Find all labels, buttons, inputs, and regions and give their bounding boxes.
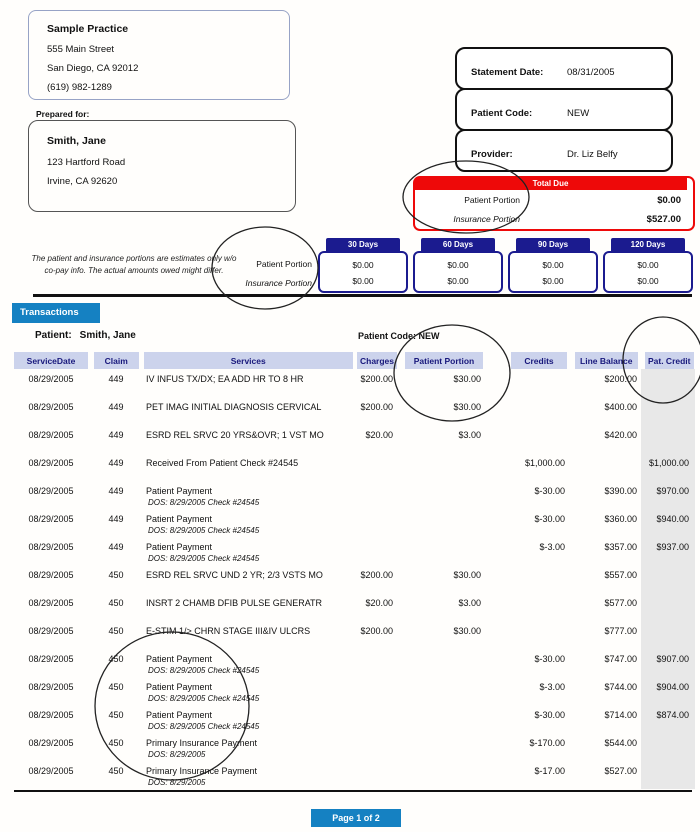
claim-cell: 449 [108, 514, 124, 524]
service-detail: DOS: 8/29/2005 Check #24545 [148, 526, 260, 535]
page-indicator-button[interactable]: Page 1 of 2 [311, 809, 401, 827]
services-cell [141, 509, 355, 537]
claim-cell: 450 [108, 738, 124, 748]
charges-cell: $200.00 [360, 402, 393, 412]
patient-portion-cell: $30.00 [453, 374, 481, 384]
line-balance-cell: $747.00 [604, 654, 637, 664]
aging-insurance-portion-label: Insurance Portion [245, 278, 312, 288]
service-description: Primary Insurance Payment [146, 766, 258, 776]
patient-portion-cell: $3.00 [458, 430, 481, 440]
patient-portion-cell [401, 481, 497, 509]
col-header-charges: Charges [355, 352, 401, 369]
charges-cell [355, 649, 401, 677]
aging-value: $0.00 [447, 260, 469, 270]
table-row [11, 425, 695, 453]
claim-cell: 450 [108, 710, 124, 720]
aging-value: $0.00 [352, 276, 374, 286]
service-detail: DOS: 8/29/2005 Check #24545 [148, 498, 260, 507]
practice-address-box [28, 10, 290, 100]
pat-credit-cell: $1,000.00 [641, 453, 695, 481]
provider-label: Provider: [471, 149, 513, 160]
patient-portion-cell: $30.00 [453, 570, 481, 580]
pat-credit-cell [641, 565, 695, 593]
table-row [11, 761, 695, 789]
services-cell [141, 369, 355, 397]
total-due-patient-row [415, 195, 693, 206]
pat-credit-cell: $874.00 [641, 705, 695, 733]
claim-cell: 449 [108, 430, 124, 440]
table-row [11, 593, 695, 621]
patient-portion-cell: $30.00 [453, 402, 481, 412]
services-cell [141, 677, 355, 705]
service-description: ESRD REL SRVC 20 YRS&OVR; 1 VST MO [146, 430, 324, 440]
aging-row-labels [150, 255, 312, 293]
services-cell [141, 481, 355, 509]
practice-address1: 555 Main Street [47, 44, 115, 55]
service-date-cell: 08/29/2005 [28, 486, 74, 496]
statement-date-box [455, 47, 673, 90]
line-balance-cell: $360.00 [604, 514, 637, 524]
total-due-patient-value: $0.00 [657, 195, 681, 206]
credits-cell [497, 397, 571, 425]
service-date-cell: 08/29/2005 [28, 570, 74, 580]
claim-cell: 450 [108, 766, 124, 776]
service-date-cell: 08/29/2005 [28, 514, 74, 524]
pat-credit-cell [641, 397, 695, 425]
service-detail: DOS: 8/29/2005 Check #24545 [148, 722, 260, 731]
aging-column-header: 120 Days [611, 238, 685, 251]
credits-cell: $-30.00 [534, 710, 565, 720]
charges-cell: $200.00 [360, 374, 393, 384]
services-cell [141, 397, 355, 425]
statement-info-boxes [455, 47, 673, 170]
service-description: Patient Payment [146, 654, 213, 664]
service-date-cell: 08/29/2005 [28, 374, 74, 384]
line-balance-cell: $420.00 [604, 430, 637, 440]
line-balance-cell [571, 453, 641, 481]
table-bottom-line [14, 790, 692, 792]
charges-cell [355, 509, 401, 537]
claim-cell: 450 [108, 682, 124, 692]
pat-credit-cell: $907.00 [641, 649, 695, 677]
practice-phone: (619) 982-1289 [47, 82, 112, 93]
table-row [11, 621, 695, 649]
credits-cell: $1,000.00 [524, 458, 565, 468]
service-description: INSRT 2 CHAMB DFIB PULSE GENERATR [146, 598, 323, 608]
service-date-cell: 08/29/2005 [28, 430, 74, 440]
claim-cell: 449 [108, 402, 124, 412]
charges-cell [355, 481, 401, 509]
total-due-insurance-label: Insurance Portion [453, 214, 520, 224]
service-description: PET IMAG INITIAL DIAGNOSIS CERVICAL [146, 402, 322, 412]
services-cell [141, 425, 355, 453]
aging-value: $0.00 [542, 260, 564, 270]
statement-date-value: 08/31/2005 [567, 67, 615, 78]
disclaimer-text: The patient and insurance portions are estimates only w/o co-pay info. The actual amounts owed might differ. [31, 254, 237, 275]
services-cell [141, 453, 355, 481]
aging-values [413, 251, 503, 293]
charges-cell [355, 705, 401, 733]
patient-portion-cell [401, 649, 497, 677]
credits-cell: $-170.00 [529, 738, 565, 748]
service-detail: DOS: 8/29/2005 [148, 778, 206, 787]
aging-value: $0.00 [352, 260, 374, 270]
claim-cell: 450 [108, 626, 124, 636]
credits-cell [497, 369, 571, 397]
aging-box-60-days [413, 238, 503, 293]
patient-name: Smith, Jane [47, 135, 106, 147]
prepared-for-label: Prepared for: [36, 109, 90, 119]
table-row [11, 453, 695, 481]
services-cell [141, 733, 355, 761]
patient-portion-cell [401, 453, 497, 481]
claim-cell: 450 [108, 570, 124, 580]
service-detail: DOS: 8/29/2005 Check #24545 [148, 554, 260, 563]
service-date-cell: 08/29/2005 [28, 682, 74, 692]
col-header-credits: Credits [497, 352, 571, 369]
col-header-pat-credit: Pat. Credit [641, 352, 695, 369]
table-row [11, 509, 695, 537]
credits-cell: $-3.00 [539, 682, 565, 692]
credits-cell: $-17.00 [534, 766, 565, 776]
line-balance-cell: $577.00 [604, 598, 637, 608]
claim-cell: 450 [108, 598, 124, 608]
service-description: E-STIM 1/> CHRN STAGE III&IV ULCRS [146, 626, 311, 636]
patient-portion-cell [401, 705, 497, 733]
aging-box-120-days [603, 238, 693, 293]
section-divider-line [33, 294, 692, 297]
charges-cell: $20.00 [365, 598, 393, 608]
credits-cell: $-30.00 [534, 486, 565, 496]
aging-value: $0.00 [542, 276, 564, 286]
transactions-table [8, 352, 696, 789]
credits-cell: $-30.00 [534, 514, 565, 524]
service-date-cell: 08/29/2005 [28, 402, 74, 412]
charges-cell [355, 453, 401, 481]
aging-patient-portion-label: Patient Portion [256, 259, 312, 269]
claim-cell: 449 [108, 458, 124, 468]
pat-credit-cell [641, 593, 695, 621]
pat-credit-cell: $970.00 [641, 481, 695, 509]
transactions-patient-code: Patient Code: NEW [358, 331, 440, 341]
services-cell [141, 761, 355, 789]
credits-cell [497, 621, 571, 649]
total-due-insurance-value: $527.00 [646, 214, 681, 225]
credits-cell [497, 593, 571, 621]
table-row [11, 397, 695, 425]
patient-portion-cell: $3.00 [458, 598, 481, 608]
service-detail: DOS: 8/29/2005 Check #24545 [148, 666, 260, 675]
service-description: Patient Payment [146, 486, 213, 496]
charges-cell: $200.00 [360, 626, 393, 636]
line-balance-cell: $357.00 [604, 542, 637, 552]
services-cell [141, 565, 355, 593]
transactions-body [11, 369, 695, 789]
total-due-patient-label: Patient Portion [464, 195, 520, 205]
transactions-patient-line [35, 330, 136, 341]
pat-credit-cell: $940.00 [641, 509, 695, 537]
patient-portion-cell [401, 761, 497, 789]
provider-box [455, 129, 673, 172]
pat-credit-cell [641, 733, 695, 761]
aging-box-30-days [318, 238, 408, 293]
transactions-button[interactable]: Transactions [12, 303, 100, 323]
line-balance-cell: $400.00 [604, 402, 637, 412]
table-row [11, 565, 695, 593]
line-balance-cell: $557.00 [604, 570, 637, 580]
charges-cell [355, 677, 401, 705]
credits-cell [497, 565, 571, 593]
charges-cell [355, 537, 401, 565]
services-cell [141, 705, 355, 733]
services-cell [141, 649, 355, 677]
prepared-for-box [28, 120, 296, 212]
service-description: Primary Insurance Payment [146, 738, 258, 748]
aging-columns [318, 238, 693, 293]
pat-credit-cell: $937.00 [641, 537, 695, 565]
aging-values [318, 251, 408, 293]
patient-portion-cell [401, 677, 497, 705]
line-balance-cell: $390.00 [604, 486, 637, 496]
table-row [11, 537, 695, 565]
table-row [11, 369, 695, 397]
claim-cell: 450 [108, 654, 124, 664]
service-detail: DOS: 8/29/2005 Check #24545 [148, 694, 260, 703]
col-header-patient-portion: Patient Portion [401, 352, 497, 369]
service-description: Patient Payment [146, 542, 213, 552]
total-due-insurance-row [415, 214, 693, 225]
aging-box-90-days [508, 238, 598, 293]
table-row [11, 733, 695, 761]
aging-column-header: 90 Days [516, 238, 590, 251]
credits-cell: $-30.00 [534, 654, 565, 664]
service-date-cell: 08/29/2005 [28, 458, 74, 468]
charges-cell [355, 761, 401, 789]
patient-portion-cell [401, 537, 497, 565]
line-balance-cell: $200.00 [604, 374, 637, 384]
aging-column-header: 30 Days [326, 238, 400, 251]
services-cell [141, 537, 355, 565]
table-row [11, 481, 695, 509]
table-row [11, 677, 695, 705]
col-header-claim: Claim [91, 352, 141, 369]
line-balance-cell: $777.00 [604, 626, 637, 636]
credits-cell [497, 425, 571, 453]
services-cell [141, 593, 355, 621]
line-balance-cell: $744.00 [604, 682, 637, 692]
service-description: ESRD REL SRVC UND 2 YR; 2/3 VSTS MO [146, 570, 323, 580]
aging-values [603, 251, 693, 293]
pat-credit-cell [641, 761, 695, 789]
patient-address2: Irvine, CA 92620 [47, 176, 118, 187]
total-due-header: Total Due [414, 177, 687, 190]
patient-code-label: Patient Code: [471, 108, 533, 119]
transactions-patient-label: Patient: [35, 330, 72, 341]
pat-credit-cell [641, 425, 695, 453]
patient-code-box [455, 88, 673, 131]
statement-date-label: Statement Date: [471, 67, 544, 78]
patient-code-value: NEW [567, 108, 590, 119]
service-date-cell: 08/29/2005 [28, 766, 74, 776]
service-description: IV INFUS TX/DX; EA ADD HR TO 8 HR [146, 374, 304, 384]
service-date-cell: 08/29/2005 [28, 710, 74, 720]
col-header-line-balance: Line Balance [571, 352, 641, 369]
pat-credit-cell: $904.00 [641, 677, 695, 705]
credits-cell: $-3.00 [539, 542, 565, 552]
service-date-cell: 08/29/2005 [28, 542, 74, 552]
line-balance-cell: $544.00 [604, 738, 637, 748]
service-description: Patient Payment [146, 682, 213, 692]
aging-values [508, 251, 598, 293]
service-detail: DOS: 8/29/2005 [148, 750, 206, 759]
practice-name: Sample Practice [47, 23, 129, 35]
pat-credit-cell [641, 621, 695, 649]
aging-value: $0.00 [447, 276, 469, 286]
patient-portion-cell [401, 733, 497, 761]
aging-value: $0.00 [637, 276, 659, 286]
practice-address2: San Diego, CA 92012 [47, 63, 139, 74]
charges-cell [355, 733, 401, 761]
service-date-cell: 08/29/2005 [28, 626, 74, 636]
claim-cell: 449 [108, 542, 124, 552]
pat-credit-cell [641, 369, 695, 397]
service-description: Received From Patient Check #24545 [146, 458, 299, 468]
charges-cell: $200.00 [360, 570, 393, 580]
charges-cell: $20.00 [365, 430, 393, 440]
patient-portion-cell [401, 509, 497, 537]
service-date-cell: 08/29/2005 [28, 654, 74, 664]
aging-value: $0.00 [637, 260, 659, 270]
patient-address1: 123 Hartford Road [47, 157, 126, 168]
line-balance-cell: $714.00 [604, 710, 637, 720]
claim-cell: 449 [108, 486, 124, 496]
transactions-header-row [11, 352, 695, 369]
service-date-cell: 08/29/2005 [28, 738, 74, 748]
col-header-servicedate: ServiceDate [11, 352, 91, 369]
service-date-cell: 08/29/2005 [28, 598, 74, 608]
services-cell [141, 621, 355, 649]
line-balance-cell: $527.00 [604, 766, 637, 776]
total-due-box [413, 176, 695, 231]
service-description: Patient Payment [146, 710, 213, 720]
aging-column-header: 60 Days [421, 238, 495, 251]
table-row [11, 705, 695, 733]
service-description: Patient Payment [146, 514, 213, 524]
col-header-services: Services [141, 352, 355, 369]
provider-value: Dr. Liz Belfy [567, 149, 618, 160]
patient-portion-cell: $30.00 [453, 626, 481, 636]
transactions-patient-name: Smith, Jane [79, 330, 136, 341]
claim-cell: 449 [108, 374, 124, 384]
table-row [11, 649, 695, 677]
